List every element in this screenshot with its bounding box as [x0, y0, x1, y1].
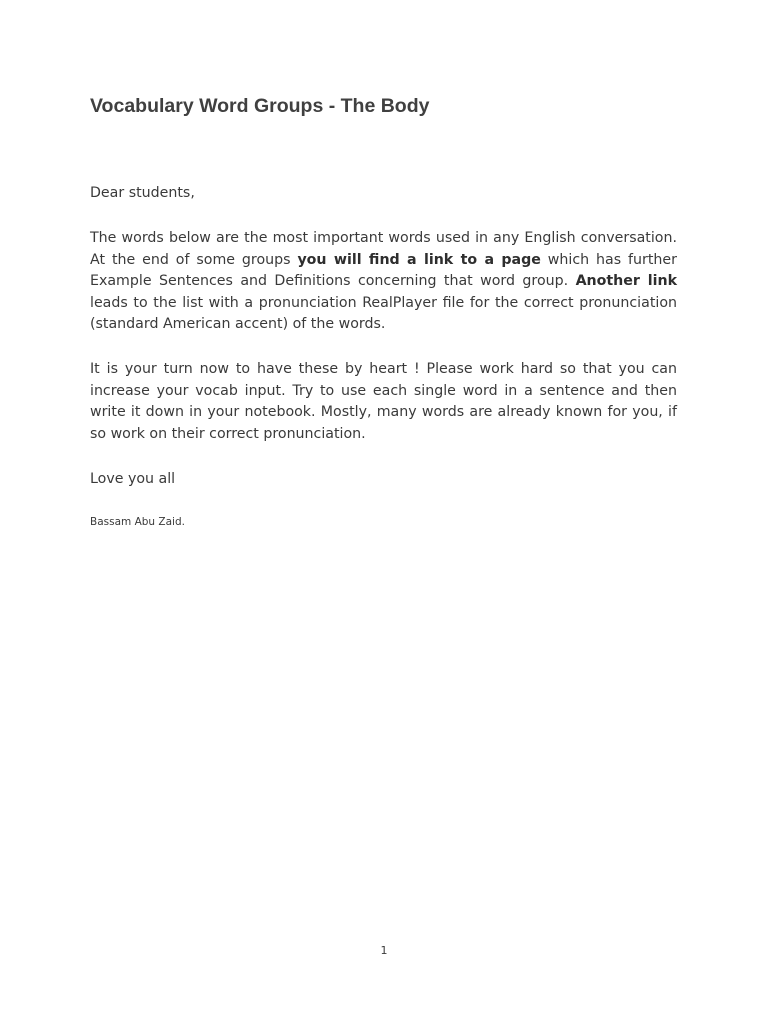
page-number: 1: [380, 944, 388, 957]
intro-text-part2: which has further Example Sentences and Definitions concerning that word group.: [90, 251, 677, 290]
page-title: Vocabulary Word Groups - The Body: [90, 95, 430, 117]
closing-line: Love you all: [90, 471, 176, 487]
intro-text-part1: The words below are the most important words used in any English conversation. At the end of some groups: [90, 230, 677, 268]
intro-paragraph: [90, 228, 677, 336]
signature: Bassam Abu Zaid.: [90, 516, 185, 528]
another-link-text: Another link: [575, 273, 678, 290]
intro-text-part3: leads to the list with a pronunciation RealPlayer file for the correct pronunciation (standard American accent) of the words.: [90, 294, 677, 333]
greeting: Dear students,: [90, 185, 195, 201]
page-link-text: you will find a link to a page: [297, 251, 541, 268]
instructions-paragraph: It is your turn now to have these by heart ! Please work hard so that you can increase your vocab input. Try to use each single word in a sentence and then write it down in your notebook. Mostly, many words are already known for you, if so work on their correct pronunciation.: [90, 361, 677, 442]
